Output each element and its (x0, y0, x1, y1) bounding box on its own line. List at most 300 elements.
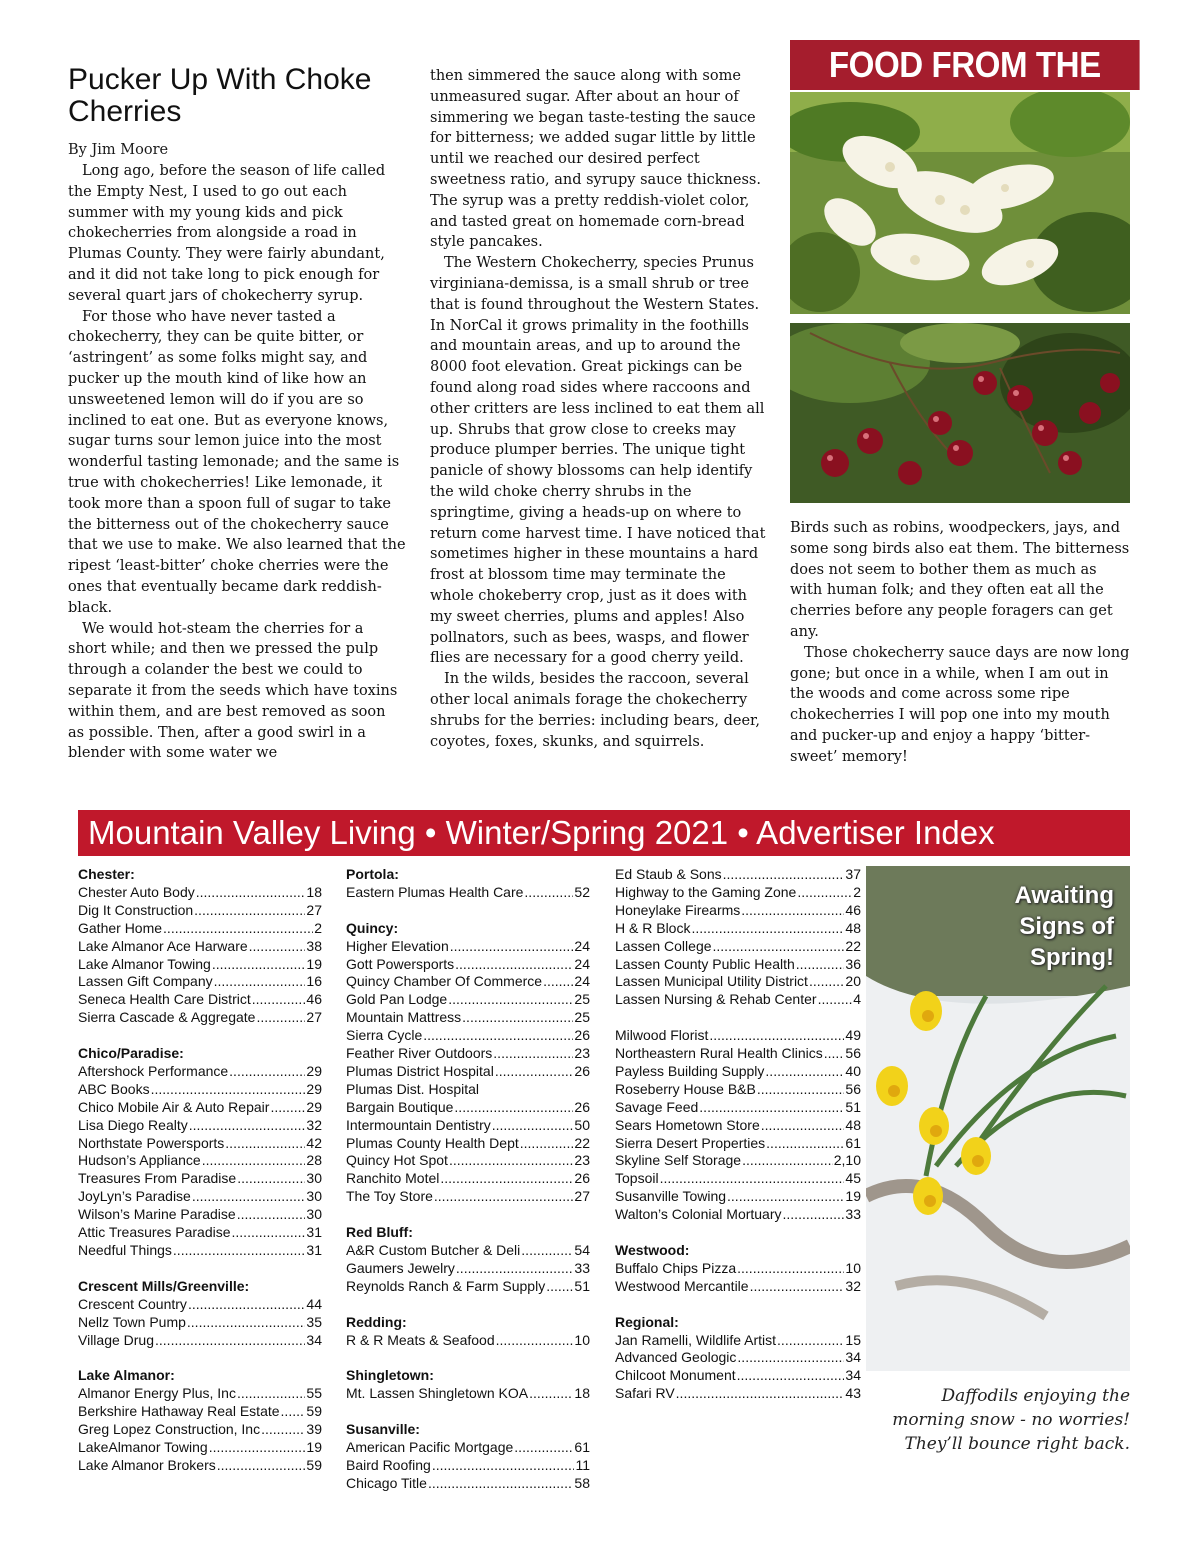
section-spacer (78, 1027, 322, 1045)
section-spacer (78, 1260, 322, 1278)
dot-leader (797, 884, 852, 902)
index-entry (346, 973, 590, 991)
index-entry (78, 991, 322, 1009)
index-entry (78, 973, 322, 991)
advertiser-name: Wilson’s Marine Paradise (78, 1206, 236, 1223)
page-number: 56 (845, 1080, 861, 1097)
dot-leader (741, 902, 844, 920)
dot-leader (237, 1385, 305, 1403)
index-section-heading: Westwood: (615, 1242, 690, 1258)
page-number: 2 (314, 919, 322, 936)
article-paragraph: Those chokecherry sauce days are now long gone; but once in a while, when I am out in the woods and come across some ripe chokecherries I will pop one into my mouth and pucker-up and enjoy a happy ‘bitter-sweet’ memory! (790, 644, 1130, 765)
page-number: 49 (845, 1027, 861, 1044)
dot-leader (261, 1421, 305, 1439)
cherries-image (790, 323, 1130, 503)
dot-leader (676, 1385, 845, 1403)
dot-leader (546, 1278, 573, 1296)
chokecherry-blossom-photo (790, 92, 1130, 314)
section-header: FOOD FROM THE (790, 40, 1140, 90)
index-section-heading: Shingletown: (346, 1367, 434, 1384)
page-number: 10 (845, 1259, 861, 1276)
page-number: 11 (575, 1456, 590, 1473)
index-entry (346, 1242, 590, 1260)
dot-leader (750, 1278, 845, 1296)
page-number: 31 (306, 1224, 322, 1241)
dot-leader (699, 1099, 844, 1117)
dot-leader (757, 1081, 845, 1099)
advertiser-name: American Pacific Mortgage (346, 1438, 514, 1455)
advertiser-name: Susanville Towing (615, 1188, 727, 1205)
index-entry (346, 1385, 590, 1403)
index-entry (78, 1099, 322, 1117)
page-number: 26 (574, 1098, 590, 1115)
index-entry (78, 1224, 322, 1242)
index-entry (78, 1439, 322, 1457)
dot-leader (423, 1027, 573, 1045)
dot-leader (232, 1224, 306, 1242)
dot-leader (151, 1081, 306, 1099)
dot-leader (428, 1475, 573, 1493)
dot-leader (249, 938, 306, 956)
advertiser-name: Lisa Diego Realty (78, 1116, 188, 1133)
page-number: 24 (574, 937, 590, 954)
index-entry (346, 1188, 590, 1206)
advertiser-name: Greg Lopez Construction, Inc (78, 1421, 261, 1438)
article-paragraph: The Western Chokecherry, species Prunus virginiana-demissa, is a small shrub or tree that is found throughout the Western States. In NorCal it grows primality in the foothills and mountain areas, and up to around the 8000 foot elevation. Great pickings can be found along road sides where raccoons and other critters are less inclined to eat them all up. Shrubs that grow close to creeks may produce plumper berries. The unique tight panicle of showy blossoms can help identify the wild choke cherry shrubs in the springtime, giving a heads-up on where to return come harvest time. I have noticed that sometimes higher in these mountains a hard frost at blossom time may terminate the whole chokeberry crop, just as it does with my sweet cherries, plums and apples! Also pollnators, such as bees, wasps, and flower flies are necessary for a good cherry yeild. (430, 255, 766, 667)
page-number: 26 (574, 1062, 590, 1079)
page-number: 26 (574, 1170, 590, 1187)
advertiser-name: Lassen Nursing & Rehab Center (615, 991, 817, 1008)
page-number: 48 (845, 1116, 861, 1133)
index-entry (615, 1278, 861, 1296)
page-number: 61 (845, 1134, 861, 1151)
index-entry (78, 1081, 322, 1099)
dot-leader (196, 884, 306, 902)
dot-leader (691, 920, 844, 938)
page-number: 25 (574, 1009, 590, 1026)
dot-leader (229, 1063, 305, 1081)
page-number: 44 (306, 1295, 322, 1312)
page-number: 2 (853, 883, 861, 900)
index-entry (346, 1081, 590, 1099)
page-number: 37 (845, 866, 861, 882)
page-number: 51 (574, 1277, 590, 1294)
index-entry (615, 973, 861, 991)
dot-leader (543, 973, 573, 991)
advertiser-name: Intermountain Dentistry (346, 1116, 491, 1133)
advertiser-name: Treasures From Paradise (78, 1170, 237, 1187)
page-number: 34 (845, 1349, 861, 1366)
index-entry (78, 938, 322, 956)
advertiser-index-banner: Mountain Valley Living • Winter/Spring 2021 • Advertiser Index (78, 810, 1130, 856)
index-column-1 (78, 866, 322, 1475)
dot-leader (237, 1170, 305, 1188)
page-number: 55 (306, 1385, 322, 1402)
dot-leader (727, 1188, 844, 1206)
index-entry (615, 1117, 861, 1135)
index-entry (615, 1063, 861, 1081)
advertiser-name: Mountain Mattress (346, 1009, 462, 1026)
index-entry (346, 1457, 590, 1475)
dot-leader (252, 991, 306, 1009)
index-section-heading: Lake Almanor: (78, 1367, 175, 1384)
dot-leader (777, 1332, 844, 1350)
article-title: Pucker Up With Choke Cherries (68, 63, 372, 128)
index-entry (615, 956, 861, 974)
index-entry (346, 1475, 590, 1493)
dot-leader (189, 1117, 306, 1135)
index-entry (615, 1099, 861, 1117)
page-number: 32 (306, 1116, 322, 1133)
index-section-heading: Chester: (78, 866, 135, 882)
page-number: 50 (574, 1116, 590, 1133)
advertiser-name: Savage Feed (615, 1098, 699, 1115)
advertiser-name: Sierra Cascade & Aggregate (78, 1009, 256, 1026)
dot-leader (824, 1045, 845, 1063)
article-paragraph: We would hot-steam the cherries for a short while; and then we pressed the pulp through a colander the best we could to separate it from the seeds which have toxins within them, and are best removed as soon as possible. Then, after a good swirl in a blender with some water we (68, 620, 398, 762)
index-entry (615, 1332, 861, 1350)
page-number: 23 (574, 1152, 590, 1169)
advertiser-name: Payless Building Supply (615, 1062, 765, 1079)
page-number: 45 (845, 1170, 861, 1187)
photo-caption: Daffodils enjoying the morning snow - no worries! They’ll bounce right back. (892, 1386, 1130, 1454)
advertiser-name: Almanor Energy Plus, Inc (78, 1385, 236, 1402)
index-section-heading: Redding: (346, 1313, 407, 1330)
index-entry (615, 1188, 861, 1206)
index-entry (346, 1278, 590, 1296)
index-section-heading: Quincy: (346, 919, 399, 936)
index-entry (346, 956, 590, 974)
dot-leader (796, 956, 845, 974)
index-entry (346, 884, 590, 902)
advertiser-name: Berkshire Hathaway Real Estate (78, 1403, 280, 1420)
page-number: 46 (845, 901, 861, 918)
dot-leader (783, 1206, 845, 1224)
advertiser-name: Crescent Country (78, 1295, 187, 1312)
advertiser-name: Sears Hometown Store (615, 1116, 760, 1133)
dot-leader (766, 1135, 844, 1153)
dot-leader (742, 1152, 833, 1170)
dot-leader (818, 991, 853, 1009)
advertiser-name: Nellz Town Pump (78, 1313, 186, 1330)
advertiser-name: Mt. Lassen Shingletown KOA (346, 1385, 529, 1402)
index-entry (346, 1045, 590, 1063)
advertiser-name: Lassen Municipal Utility District (615, 973, 808, 990)
dot-leader (225, 1135, 305, 1153)
advertiser-name: Sierra Cycle (346, 1027, 423, 1044)
advertiser-name: Gott Powersports (346, 955, 455, 972)
dot-leader (237, 1206, 306, 1224)
dot-leader (432, 1457, 575, 1475)
page-number: 58 (574, 1474, 590, 1491)
index-entry (346, 938, 590, 956)
dot-leader (454, 1099, 573, 1117)
page-number: 48 (845, 919, 861, 936)
advertiser-name: Lassen Gift Company (78, 973, 213, 990)
index-entry (78, 902, 322, 920)
index-entry (78, 1242, 322, 1260)
page-number: 26 (574, 1027, 590, 1044)
page-number: 32 (845, 1277, 861, 1294)
dot-leader (709, 1027, 844, 1045)
index-column-3 (615, 866, 861, 1403)
index-entry (346, 991, 590, 1009)
advertiser-name: Northstate Powersports (78, 1134, 225, 1151)
advertiser-name: Chester Auto Body (78, 883, 195, 900)
page-number: 29 (306, 1080, 322, 1097)
page-number: 29 (306, 1062, 322, 1079)
advertiser-name: Seneca Health Care District (78, 991, 251, 1008)
index-entry (78, 1188, 322, 1206)
advertiser-name: JoyLyn’s Paradise (78, 1188, 191, 1205)
dot-leader (529, 1385, 573, 1403)
dot-leader (194, 902, 305, 920)
page-number: 27 (306, 1009, 322, 1026)
advertiser-name: Jan Ramelli, Wildlife Artist (615, 1331, 777, 1348)
index-entry (615, 1367, 861, 1385)
advertiser-name: Highway to the Gaming Zone (615, 883, 797, 900)
index-column-2 (346, 866, 590, 1493)
advertiser-name: H & R Block (615, 919, 691, 936)
page-number: 4 (853, 991, 861, 1008)
advertiser-name: Chicago Title (346, 1474, 427, 1491)
dot-leader (524, 884, 573, 902)
index-entry (346, 1260, 590, 1278)
dot-leader (737, 1367, 845, 1385)
advertiser-name: R & R Meats & Seafood (346, 1331, 495, 1348)
page-number: 24 (574, 955, 590, 972)
page-number: 59 (306, 1456, 322, 1473)
page-number: 16 (306, 973, 322, 990)
advertiser-name: Ed Staub & Sons (615, 866, 722, 882)
advertiser-name: Advanced Geologic (615, 1349, 737, 1366)
section-spacer (615, 1009, 861, 1027)
index-entry (78, 1457, 322, 1475)
byline: By Jim Moore (68, 142, 169, 158)
advertiser-name: Quincy Chamber Of Commerce (346, 973, 543, 990)
index-entry (78, 1296, 322, 1314)
page-number: 24 (574, 973, 590, 990)
dot-leader (496, 1332, 574, 1350)
blossom-image (790, 92, 1130, 314)
dot-leader (450, 938, 574, 956)
page-number: 39 (306, 1421, 322, 1438)
index-entry (615, 920, 861, 938)
advertiser-name: Plumas County Health Dept (346, 1134, 519, 1151)
page-number: 10 (574, 1331, 590, 1348)
dot-leader (155, 1332, 305, 1350)
dot-leader (660, 1170, 845, 1188)
index-entry (615, 938, 861, 956)
page-number: 22 (574, 1134, 590, 1151)
advertiser-name: Ranchito Motel (346, 1170, 440, 1187)
index-entry (346, 1027, 590, 1045)
dot-leader (440, 1170, 573, 1188)
advertiser-name: Lake Almanor Ace Harware (78, 937, 248, 954)
page-number: 59 (306, 1403, 322, 1420)
index-entry (346, 1332, 590, 1350)
advertiser-name: Hudson’s Appliance (78, 1152, 201, 1169)
index-entry (78, 1332, 322, 1350)
advertiser-name: Aftershock Performance (78, 1062, 229, 1079)
page-number: 25 (574, 991, 590, 1008)
page-number: 31 (306, 1242, 322, 1259)
index-entry (615, 1385, 861, 1403)
section-spacer (346, 1296, 590, 1314)
dot-leader (192, 1188, 306, 1206)
dot-leader (214, 973, 306, 991)
advertiser-name: Honeylake Firearms (615, 901, 741, 918)
dot-leader (713, 938, 845, 956)
index-entry (78, 1063, 322, 1081)
index-entry (615, 1206, 861, 1224)
page-number: 15 (845, 1331, 861, 1348)
dot-leader (270, 1099, 305, 1117)
dot-leader (256, 1009, 305, 1027)
page-number: 34 (845, 1367, 861, 1384)
dot-leader (765, 1063, 844, 1081)
dot-leader (187, 1314, 306, 1332)
index-entry (78, 1385, 322, 1403)
index-entry (78, 1117, 322, 1135)
dot-leader (188, 1296, 305, 1314)
index-entry (346, 1099, 590, 1117)
advertiser-name: Milwood Florist (615, 1027, 709, 1044)
index-section-heading: Crescent Mills/Greenville: (78, 1277, 250, 1294)
page-number: 42 (306, 1134, 322, 1151)
advertiser-name: Lake Almanor Brokers (78, 1456, 216, 1473)
index-entry (615, 1152, 861, 1170)
index-entry (78, 1421, 322, 1439)
index-entry (346, 1152, 590, 1170)
index-section-heading: Chico/Paradise: (78, 1045, 184, 1062)
index-entry (615, 1170, 861, 1188)
index-entry (346, 1117, 590, 1135)
page-number: 61 (574, 1438, 590, 1455)
dot-leader (455, 956, 573, 974)
advertiser-name: Lake Almanor Towing (78, 955, 211, 972)
advertiser-name: Chico Mobile Air & Auto Repair (78, 1098, 270, 1115)
article-paragraph: In the wilds, besides the raccoon, several other local animals forage the chokecherry shrubs for the berries: including bears, deer, coyotes, foxes, skunks, and squirrels. (430, 671, 760, 750)
advertiser-name: The Toy Store (346, 1188, 433, 1205)
index-section-heading: Red Bluff: (346, 1224, 413, 1241)
dot-leader (809, 973, 844, 991)
index-entry (78, 1152, 322, 1170)
dot-leader (448, 991, 573, 1009)
index-entry (615, 1349, 861, 1367)
section-spacer (615, 1224, 861, 1242)
index-entry (78, 1135, 322, 1153)
advertiser-name: Feather River Outdoors (346, 1045, 493, 1062)
page-number: 29 (306, 1098, 322, 1115)
photo-title: Awaiting Signs of Spring! (1014, 882, 1114, 971)
page-number: 27 (306, 901, 322, 918)
index-entry (615, 1045, 861, 1063)
page-number: 46 (306, 991, 322, 1008)
advertiser-name: Roseberry House B&B (615, 1080, 756, 1097)
section-spacer (346, 1349, 590, 1367)
advertiser-name: Plumas Dist. Hospital (346, 1080, 480, 1097)
page-number: 33 (574, 1259, 590, 1276)
daffodil-snow-photo (866, 866, 1130, 1371)
index-entry (346, 1439, 590, 1457)
page-number: 36 (845, 955, 861, 972)
advertiser-name: Gaumers Jewelry (346, 1259, 455, 1276)
page-number: 33 (845, 1206, 861, 1223)
page-number: 52 (574, 883, 590, 900)
advertiser-name: Dig It Construction (78, 901, 194, 918)
advertiser-name: Bargain Boutique (346, 1098, 454, 1115)
index-section-heading: Regional: (615, 1313, 679, 1330)
page-number: 30 (306, 1206, 322, 1223)
index-entry (78, 956, 322, 974)
index-entry (346, 1135, 590, 1153)
advertiser-name: Safari RV (615, 1385, 675, 1402)
page-number: 34 (306, 1331, 322, 1348)
page-number: 2,10 (833, 1152, 861, 1169)
section-spacer (346, 1206, 590, 1224)
section-spacer (346, 902, 590, 920)
advertiser-name: Walton’s Colonial Mortuary (615, 1206, 782, 1223)
dot-leader (202, 1152, 306, 1170)
advertiser-name: Attic Treasures Paradise (78, 1224, 231, 1241)
page-number: 28 (306, 1152, 322, 1169)
index-entry (346, 1063, 590, 1081)
index-entry (615, 1260, 861, 1278)
page-number: 40 (845, 1062, 861, 1079)
dot-leader (737, 1349, 844, 1367)
index-entry (78, 1009, 322, 1027)
page-number: 43 (845, 1385, 861, 1402)
advertiser-name: Northeastern Rural Health Clinics (615, 1045, 823, 1062)
advertiser-name: A&R Custom Butcher & Deli (346, 1242, 521, 1258)
page-number: 38 (306, 937, 322, 954)
dot-leader (217, 1457, 306, 1475)
chokecherry-berries-photo (790, 323, 1130, 503)
index-entry (78, 1170, 322, 1188)
index-entry (615, 1081, 861, 1099)
dot-leader (514, 1439, 573, 1457)
page-number: 22 (845, 937, 861, 954)
article-column-1 (68, 161, 406, 764)
page-number: 20 (845, 973, 861, 990)
page-number: 19 (845, 1188, 861, 1205)
advertiser-name: Lassen College (615, 937, 712, 954)
article-paragraph: For those who have never tasted a chokecherry, they can be quite bitter, or ‘astringent’ as some folks might say, and pucker up the mouth kind of like how an unsweetened lemon will do if you are so inclined to eat one. But as everyone knows, sugar turns sour lemon juice into the most wonderful tasting lemonade; and the same is true with chokecherries! Like lemonade, it took more than a spoon full of sugar to take the bitterness out of the chokecherry sauce that we use to make. We also learned that the ripest ‘least-bitter’ choke cherries were the ones that eventually became dark reddish-black. (68, 308, 406, 616)
dot-leader (737, 1260, 844, 1278)
advertiser-name: Village Drug (78, 1331, 155, 1348)
dot-leader (761, 1117, 845, 1135)
dot-leader (495, 1063, 574, 1081)
index-section-heading: Susanville: (346, 1421, 420, 1438)
advertiser-name: Gather Home (78, 919, 163, 936)
article-paragraph: Birds such as robins, woodpeckers, jays, and some song birds also eat them. The bitterness does not seem to bother them as much as with human folk; and they often eat all the cherries before any people foragers can get any. (790, 520, 1130, 640)
page-number: 56 (845, 1045, 861, 1062)
advertiser-name: Westwood Mercantile (615, 1277, 749, 1294)
index-entry (615, 884, 861, 902)
dot-leader (723, 866, 845, 884)
index-entry (78, 1206, 322, 1224)
advertiser-name: Needful Things (78, 1242, 172, 1259)
advertiser-name: Gold Pan Lodge (346, 991, 448, 1008)
page-number: 35 (306, 1313, 322, 1330)
advertiser-name: Higher Elevation (346, 937, 449, 954)
dot-leader (456, 1260, 574, 1278)
index-entry (346, 1170, 590, 1188)
advertiser-name: Chilcoot Monument (615, 1367, 736, 1384)
page-number: 19 (306, 955, 322, 972)
page-number: 18 (574, 1385, 590, 1402)
